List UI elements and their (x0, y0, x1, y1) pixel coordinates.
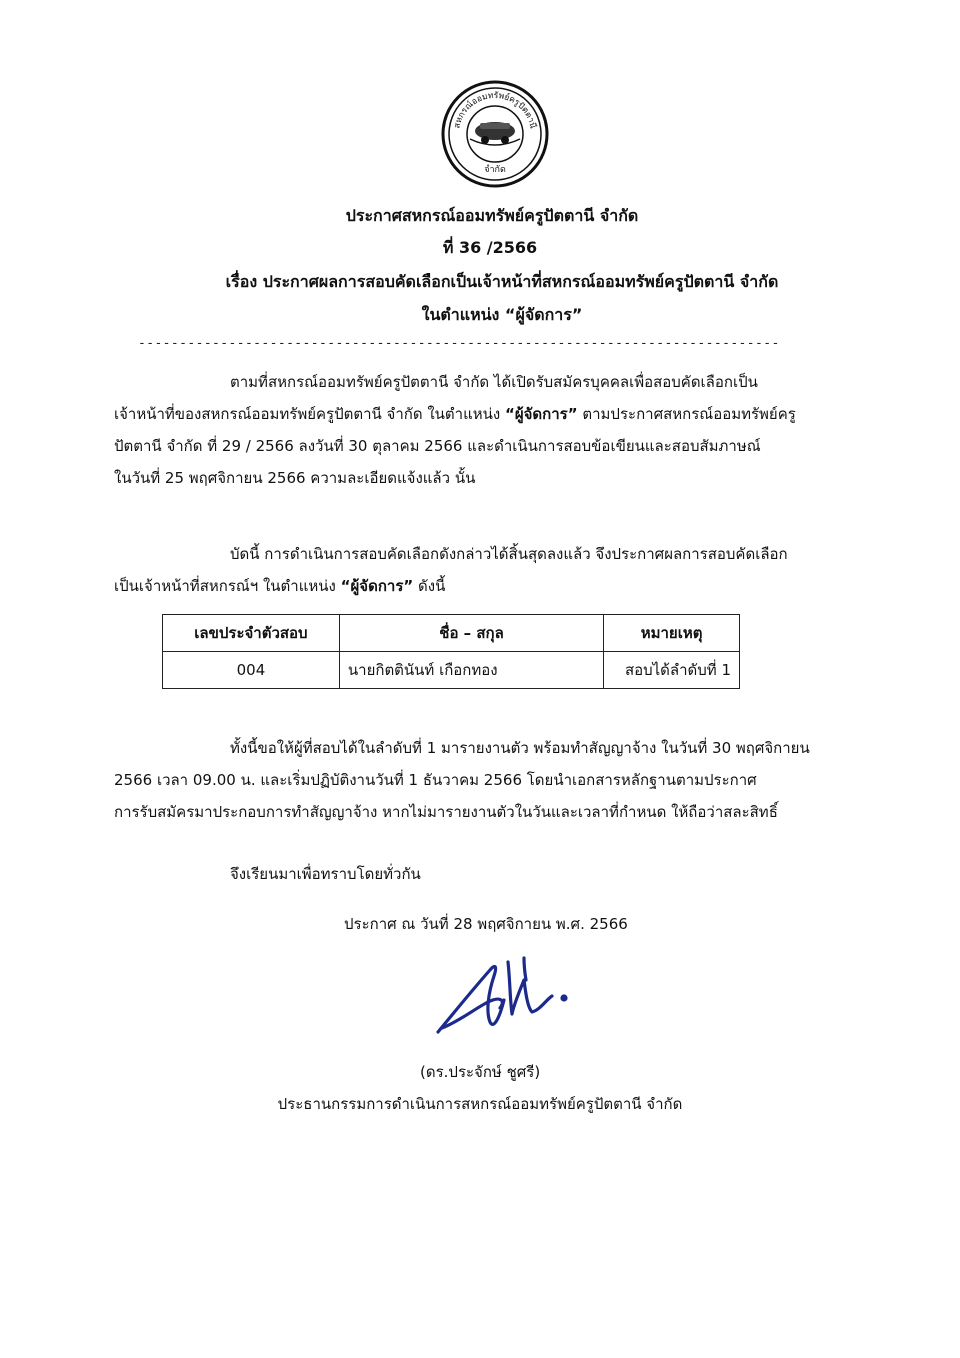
paragraph-intro-line4: ในวันที่ 25 พฤศจิกายน 2566 ความละเอียดแจ้งแล้ว นั้น (114, 469, 476, 487)
announcement-org-title: ประกาศสหกรณ์ออมทรัพย์ครูปัตตานี จำกัด (345, 206, 639, 225)
paragraph-intro-line3: ปัตตานี จำกัด ที่ 29 / 2566 ลงวันที่ 30 ตุลาคม 2566 และดำเนินการสอบข้อเขียนและสอบสัมภาษณ์ (114, 437, 761, 455)
handwritten-signature (428, 950, 588, 1040)
paragraph-instructions-line2: 2566 เวลา 09.00 น. และเริ่มปฏิบัติงานวันที่ 1 ธันวาคม 2566 โดยนำเอกสารหลักฐานตามประกาศ (114, 771, 757, 789)
paragraph-intro-line2b: ตามประกาศสหกรณ์ออมทรัพย์ครู (577, 405, 796, 423)
announcement-number: ที่ 36 /2566 (442, 238, 538, 257)
header-full-name: ชื่อ – สกุล (339, 615, 603, 652)
signer-name: (ดร.ประจักษ์ ชูศรี) (420, 1063, 541, 1081)
table-header-row (163, 615, 740, 652)
paragraph-instructions (114, 732, 874, 828)
header-exam-id: เลขประจำตัวสอบ (163, 615, 340, 652)
closing-text: จึงเรียนมาเพื่อทราบโดยทั่วกัน (230, 865, 421, 883)
paragraph-intro (114, 366, 874, 494)
signer-title: ประธานกรรมการดำเนินการสหกรณ์ออมทรัพย์ครูปัตตานี จำกัด (277, 1095, 683, 1113)
paragraph-result-line1: บัดนี้ การดำเนินการสอบคัดเลือกดังกล่าวได้สิ้นสุดลงแล้ว จึงประกาศผลการสอบคัดเลือก (230, 545, 788, 563)
paragraph-result-line2a: เป็นเจ้าหน้าที่สหกรณ์ฯ ในตำแหน่ง (114, 577, 341, 595)
results-table (162, 614, 740, 689)
seal-ring-text: สหกรณ์ออมทรัพย์ครูปัตตานี (452, 90, 538, 130)
announcement-subject: เรื่อง ประกาศผลการสอบคัดเลือกเป็นเจ้าหน้าที่สหกรณ์ออมทรัพย์ครูปัตตานี จำกัด (225, 272, 779, 291)
position-name-bold: “ผู้จัดการ” (505, 405, 578, 423)
cell-exam-id: 004 (163, 652, 340, 689)
cooperative-seal-logo (440, 79, 550, 189)
seal-bottom-text: จำกัด (484, 165, 506, 175)
divider-dashes: ------------------------------------------------------------------------------ (138, 336, 780, 351)
paragraph-result (114, 538, 874, 602)
announcement-position: ในตำแหน่ง “ผู้จัดการ” (421, 305, 583, 324)
position-name-bold-2: “ผู้จัดการ” (340, 577, 414, 595)
paragraph-intro-line1: ตามที่สหกรณ์ออมทรัพย์ครูปัตตานี จำกัด ได้เปิดรับสมัครบุคคลเพื่อสอบคัดเลือกเป็น (230, 373, 758, 391)
paragraph-result-line2b: ดังนี้ (413, 577, 446, 595)
announcement-date: ประกาศ ณ วันที่ 28 พฤศจิกายน พ.ศ. 2566 (344, 915, 628, 933)
paragraph-instructions-line3: การรับสมัครมาประกอบการทำสัญญาจ้าง หากไม่มารายงานตัวในวันและเวลาที่กำหนด ให้ถือว่าสละสิทธิ์ (114, 803, 778, 821)
closing-line (114, 858, 874, 890)
header-remark: หมายเหตุ (604, 615, 740, 652)
cell-remark: สอบได้ลำดับที่ 1 (604, 652, 740, 689)
paragraph-instructions-line1: ทั้งนี้ขอให้ผู้ที่สอบได้ในลำดับที่ 1 มารายงานตัว พร้อมทำสัญญาจ้าง ในวันที่ 30 พฤศจิกายน (230, 739, 810, 757)
cell-full-name: นายกิตตินันท์ เกือกทอง (339, 652, 603, 689)
paragraph-intro-line2a: เจ้าหน้าที่ของสหกรณ์ออมทรัพย์ครูปัตตานี จำกัด ในตำแหน่ง (114, 405, 505, 423)
table-row (163, 652, 740, 689)
